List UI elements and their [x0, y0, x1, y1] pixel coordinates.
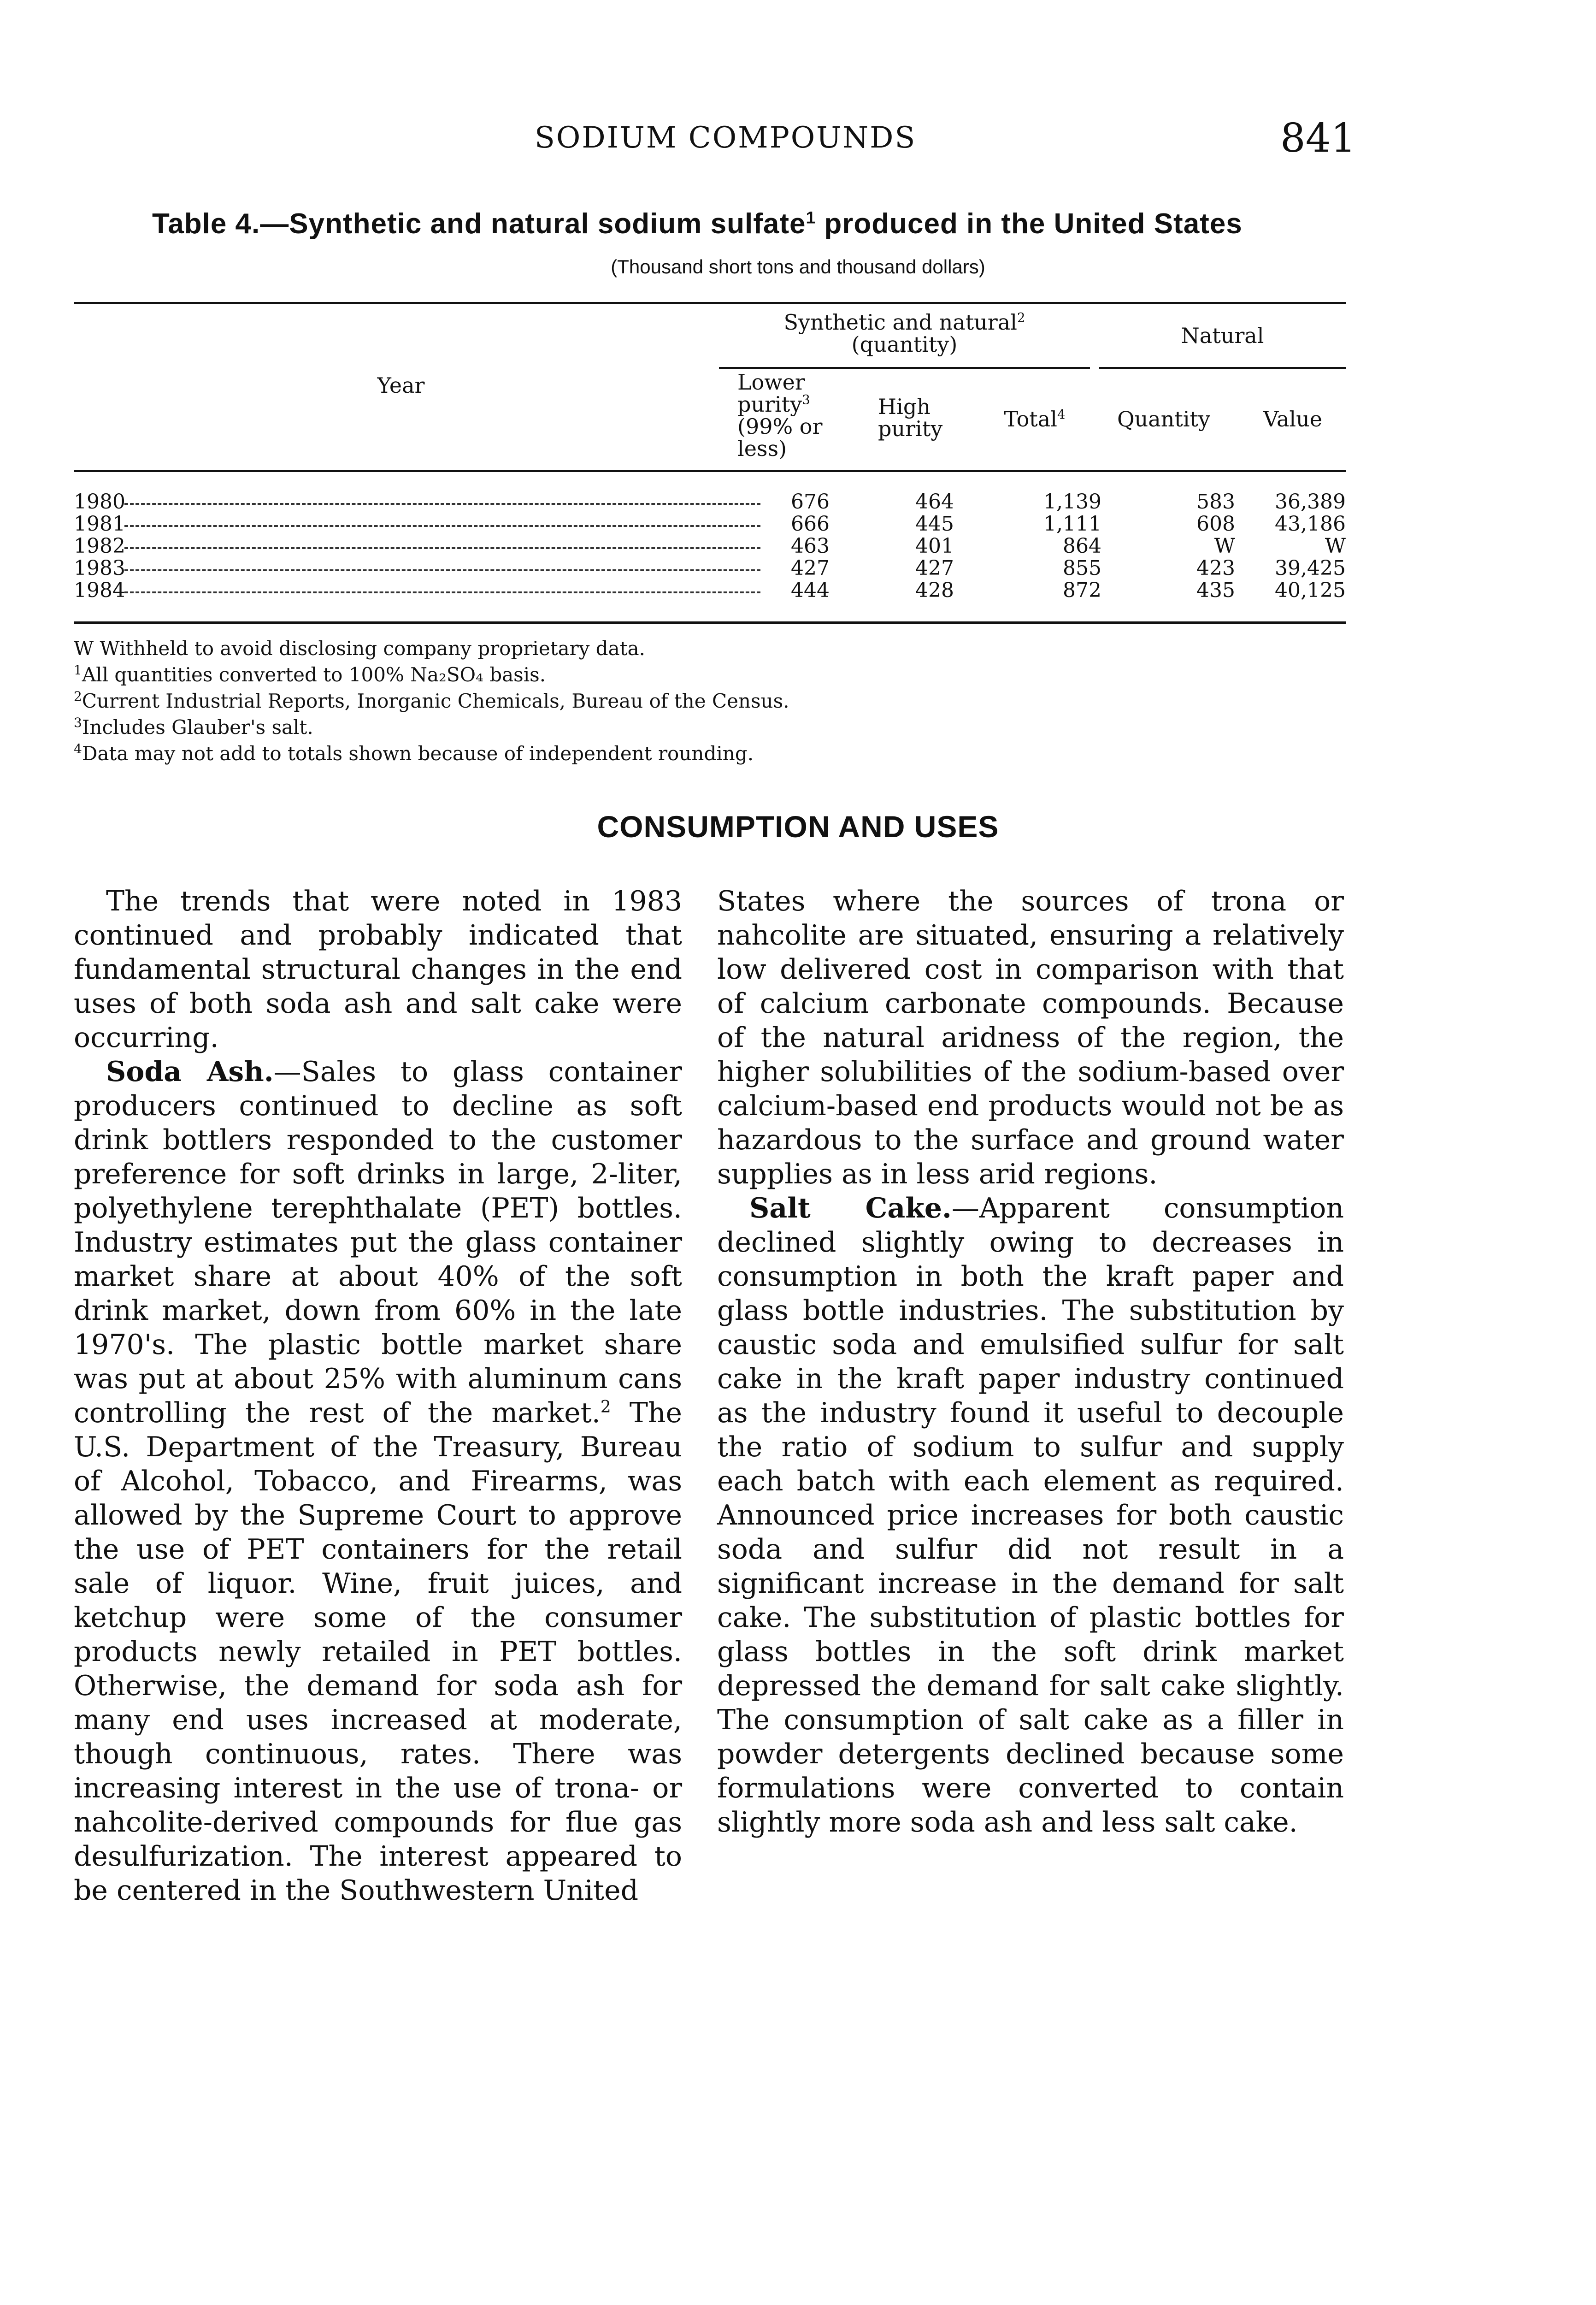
row-year: 1980 — [74, 490, 125, 514]
header-quantity: Quantity — [1117, 407, 1211, 431]
cell-natural-value: W — [1325, 534, 1346, 558]
table-top-rule — [74, 302, 1346, 304]
cell-natural-value: 40,125 — [1275, 579, 1346, 602]
soda-ash-text-a: —Sales to glass container producers continued to decline as soft drink bottlers responded to the customer preference for soft drinks in large, 2-liter, polyethylene terephthalate (PET) bottles. Industry estimates put the glass container market share at about 40% of the soft drink market, down from 60% in the late 1970's. The plastic bottle market share was put at about 25% with aluminum cans controlling the rest of the market. — [74, 1056, 682, 1429]
cell-total: 872 — [1063, 579, 1101, 602]
footnote-text: Includes Glauber's salt. — [82, 716, 313, 739]
paragraph-continued: States where the sources of trona or nahcolite are situated, ensuring a relatively low delivered cost in comparison with that of calcium carbonate compounds. Because of the natural aridness of the region, the higher solubilities of the sodium-based over calcium-based end products would not be as hazardous to the surface and ground water supplies as in less arid regions. — [717, 885, 1344, 1190]
header-total-note: 4 — [1057, 407, 1066, 422]
salt-cake-text: —Apparent consumption declined slightly owing to decreases in consumption in both the kraft paper and glass bottle industries. The substitution by caustic soda and emulsified sulfur for salt cake in the kraft paper industry continued as the industry found it useful to decouple the ratio of sodium to sulfur and supply each batch with each element as required. Announced price increases for both caustic soda and sulfur did not result in a significant increase in the demand for salt cake. The substitution of plastic bottles for glass bottles in the soft drink market depressed the demand for salt cake slightly. The consumption of salt cake as a filler in powder detergents declined because some formulations were converted to contain slightly more soda ash and less salt cake. — [717, 1192, 1344, 1838]
header-value: Value — [1263, 407, 1322, 431]
row-year: 1981 — [74, 512, 125, 536]
left-column — [74, 884, 682, 1908]
cell-high-purity: 427 — [915, 556, 954, 580]
header-group-synthetic-note: 2 — [1017, 310, 1025, 325]
dot-leader — [124, 542, 760, 549]
dot-leader — [124, 564, 760, 571]
header-group-synthetic-sub: (quantity) — [851, 332, 958, 357]
table-footnotes — [74, 635, 995, 767]
footnote-text: Data may not add to totals shown because of independent rounding. — [82, 742, 754, 765]
header-group-synthetic — [719, 311, 1090, 355]
table-row — [74, 557, 1346, 579]
footnote-mark: 3 — [74, 715, 82, 730]
cell-lower-purity: 463 — [791, 534, 830, 558]
header-total-label: Total — [1004, 407, 1057, 431]
header-year: Year — [377, 373, 425, 398]
page-number: 841 — [1280, 115, 1356, 161]
row-year: 1984 — [74, 579, 125, 602]
header-group-synthetic-label: Synthetic and natural — [783, 310, 1017, 335]
cell-lower-purity: 444 — [791, 579, 830, 602]
natural-group-rule — [1099, 367, 1346, 369]
cell-lower-purity: 676 — [791, 490, 830, 514]
table-title-main: Table 4.—Synthetic and natural sodium sulfate — [152, 208, 806, 240]
run-in-heading-soda-ash: Soda Ash. — [106, 1056, 274, 1088]
footnote-mark: 2 — [74, 689, 82, 704]
header-lower-purity-line2: purity — [737, 392, 802, 417]
header-lower-purity-line3: (99% or — [737, 414, 823, 439]
paragraph-soda-ash — [74, 1055, 682, 1908]
paragraph-trends: The trends that were noted in 1983 continued and probably indicated that fundamental structural changes in the end uses of both soda ash and salt cake were occurring. — [74, 885, 682, 1054]
synthetic-group-rule — [719, 367, 1090, 369]
header-bottom-rule — [74, 470, 1346, 472]
cell-natural-quantity: 423 — [1196, 556, 1235, 580]
run-in-heading-salt-cake: Salt Cake. — [749, 1192, 952, 1224]
row-year: 1982 — [74, 534, 125, 558]
table-title-end: produced in the United States — [816, 208, 1243, 240]
header-lower-purity — [737, 371, 853, 460]
cell-high-purity: 401 — [915, 534, 954, 558]
table-title-note: 1 — [806, 207, 816, 227]
dot-leader — [124, 497, 760, 505]
cell-total: 864 — [1063, 534, 1101, 558]
cell-total: 1,111 — [1043, 512, 1101, 536]
header-lower-purity-note: 3 — [802, 392, 810, 408]
header-high-purity-line2: purity — [878, 416, 943, 441]
dot-leader — [124, 586, 760, 593]
cell-natural-value: 39,425 — [1275, 556, 1346, 580]
dot-leader — [124, 520, 760, 527]
header-high-purity — [878, 396, 970, 440]
cell-natural-quantity: 608 — [1196, 512, 1235, 536]
soda-ash-footnote-ref: 2 — [600, 1398, 611, 1417]
cell-natural-quantity: 435 — [1196, 579, 1235, 602]
paragraph-salt-cake — [717, 1191, 1344, 1839]
cell-lower-purity: 666 — [791, 512, 830, 536]
table-row — [74, 579, 1346, 602]
footnote-text: Current Industrial Reports, Inorganic Chemicals, Bureau of the Census. — [82, 690, 789, 712]
table-row — [74, 535, 1346, 557]
header-lower-purity-line1: Lower — [737, 370, 805, 395]
cell-natural-quantity: W — [1214, 534, 1235, 558]
running-title: SODIUM COMPOUNDS — [535, 121, 917, 155]
row-year: 1983 — [74, 556, 125, 580]
header-high-purity-line1: High — [878, 394, 931, 419]
header-lower-purity-line4: less) — [737, 436, 787, 461]
footnote-text: All quantities converted to 100% Na₂SO₄ basis. — [82, 663, 546, 686]
footnote — [74, 662, 995, 688]
cell-total: 855 — [1063, 556, 1101, 580]
table-title — [152, 207, 1304, 240]
footnote — [74, 635, 995, 662]
header-group-natural: Natural — [1181, 323, 1264, 348]
soda-ash-text-b: The U.S. Department of the Treasury, Bureau of Alcohol, Tobacco, and Firearms, was allowed by the Supreme Court to approve the use of PET containers for the retail sale of liquor. Wine, fruit juices, and ketchup were some of the consumer products newly retailed in PET bottles. Otherwise, the demand for soda ash for many end uses increased at moderate, though continuous, rates. There was increasing interest in the use of trona- or nahcolite-derived compounds for flue gas desulfurization. The interest appeared to be centered in the Southwestern United — [74, 1397, 682, 1907]
footnote — [74, 714, 995, 740]
footnote — [74, 688, 995, 714]
section-heading: CONSUMPTION AND USES — [597, 810, 999, 844]
footnote-mark: 1 — [74, 662, 82, 678]
table-subtitle: (Thousand short tons and thousand dollars) — [611, 256, 985, 278]
cell-high-purity: 445 — [915, 512, 954, 536]
cell-natural-value: 43,186 — [1275, 512, 1346, 536]
cell-natural-value: 36,389 — [1275, 490, 1346, 514]
footnote — [74, 740, 995, 767]
table-row — [74, 513, 1346, 535]
cell-natural-quantity: 583 — [1196, 490, 1235, 514]
footnote-text: W Withheld to avoid disclosing company proprietary data. — [74, 637, 645, 660]
cell-high-purity: 464 — [915, 490, 954, 514]
cell-lower-purity: 427 — [791, 556, 830, 580]
cell-total: 1,139 — [1043, 490, 1101, 514]
footnote-mark: 4 — [74, 741, 82, 757]
right-column — [717, 884, 1344, 1839]
table-row — [74, 491, 1346, 513]
header-total — [991, 408, 1078, 430]
cell-high-purity: 428 — [915, 579, 954, 602]
table-bottom-rule — [74, 621, 1346, 624]
